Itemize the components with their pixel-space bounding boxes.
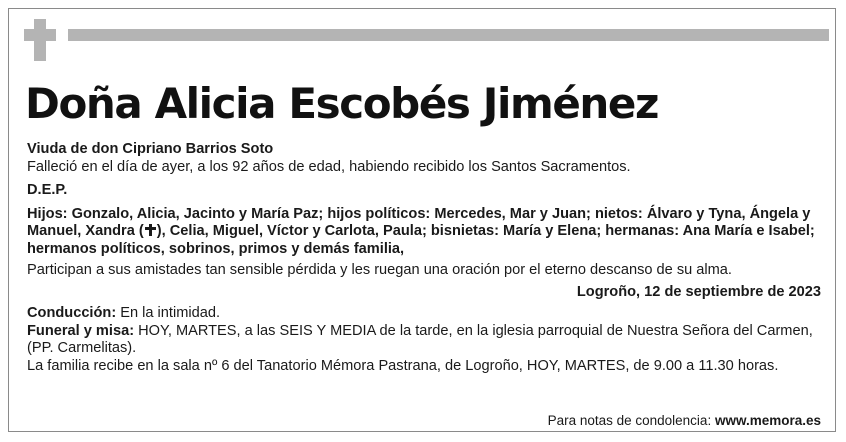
conduccion-line	[27, 305, 821, 323]
condolence-label: Para notas de condolencia:	[547, 413, 715, 428]
conduccion-text: En la intimidad.	[116, 305, 221, 321]
widow-line: Viuda de don Cipriano Barrios Soto	[27, 141, 274, 157]
obituary-body	[27, 141, 821, 375]
cross-horizontal-bar	[24, 29, 56, 41]
family-list-part1: Hijos: Gonzalo, Alicia, Jacinto y María Paz; hijos políticos: Mercedes, Mar y Juan; nietos: Álvaro y Tyna, Ángela y Manuel, Xandra (	[27, 205, 811, 239]
place-date: Logroño, 12 de septiembre de 2023	[576, 283, 821, 300]
header-rule	[68, 29, 829, 41]
funeral-label: Funeral y misa:	[27, 322, 135, 339]
dep-line: D.E.P.	[27, 182, 68, 198]
funeral-text: HOY, MARTES, a las SEIS Y MEDIA de la tarde, en la iglesia parroquial de Nuestra Señora del Carmen, (PP. Carmelitas).	[27, 322, 813, 356]
condolence-url[interactable]: www.memora.es	[714, 413, 821, 428]
deceased-name: Doña Alicia Escobés Jiménez	[25, 79, 659, 128]
funeral-line	[27, 323, 821, 358]
reception-line: La familia recibe en la sala nº 6 del Tanatorio Mémora Pastrana, de Logroño, HOY, MARTES, de 9.00 a 11.30 horas.	[27, 357, 779, 374]
death-line: Falleció en el día de ayer, a los 92 años de edad, habiendo recibido los Santos Sacramentos.	[27, 158, 631, 175]
request-line: Participan a sus amistades tan sensible pérdida y les ruegan una oración por el eterno descanso de su alma.	[27, 262, 732, 278]
condolence-note	[548, 413, 821, 429]
small-cross-icon	[144, 223, 157, 236]
conduccion-label: Conducción:	[27, 305, 117, 321]
family-list	[27, 206, 821, 259]
family-list-part2: ), Celia, Miguel, Víctor y Carlota, Paula; bisnietas: María y Elena; hermanas: Ana María e Isabel; hermanos políticos, sobrinos, primos y demás familia,	[27, 223, 815, 257]
